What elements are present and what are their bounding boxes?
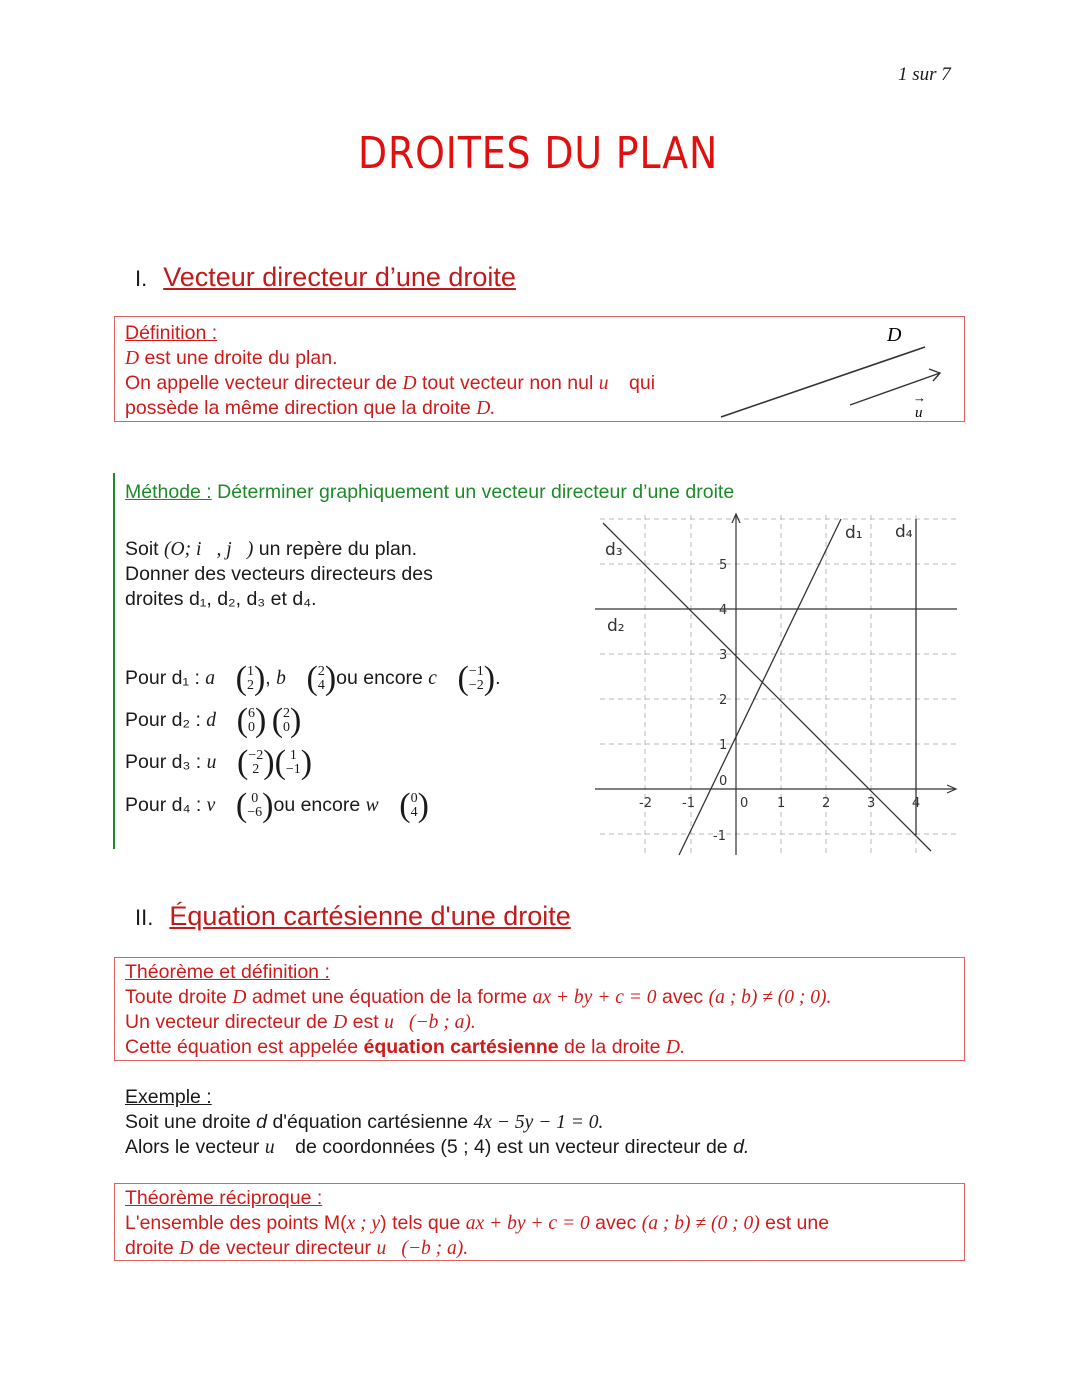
answer-d2-prefix: Pour d₂ : bbox=[125, 709, 207, 732]
coord: −1 bbox=[285, 762, 301, 777]
section-1-heading bbox=[135, 262, 516, 293]
vector-b: b⃗ bbox=[276, 668, 302, 690]
answer-d1 bbox=[125, 662, 501, 696]
theorem-l2a: Un vecteur directeur de bbox=[125, 1011, 334, 1033]
coords-u: (−2 2 ) bbox=[237, 744, 275, 781]
answer-d3-prefix: Pour d₃ : bbox=[125, 751, 207, 774]
vector-v: v⃗ bbox=[206, 795, 231, 817]
coord: −2 bbox=[248, 748, 264, 763]
reciprocal-label: Théorème réciproque : bbox=[125, 1187, 323, 1209]
coords-xy: x ; y bbox=[346, 1213, 381, 1234]
label-u-arrow: → bbox=[913, 390, 926, 405]
var-D: D bbox=[125, 348, 140, 369]
section-2-heading bbox=[135, 901, 571, 932]
example-block bbox=[125, 1085, 955, 1160]
label-d3: d₃ bbox=[605, 540, 623, 560]
coord: 0 bbox=[410, 791, 418, 806]
label-D: D bbox=[887, 324, 902, 346]
x-tick: 2 bbox=[822, 796, 831, 811]
question-line2: Donner des vecteurs directeurs des bbox=[125, 563, 433, 585]
or-text: ou encore bbox=[273, 794, 366, 817]
reciprocal-l1a: L'ensemble des points M( bbox=[125, 1212, 347, 1234]
var-D: D. bbox=[476, 398, 496, 419]
section-2-title: Équation cartésienne d'une droite bbox=[169, 901, 571, 931]
example-l2a: Alors le vecteur bbox=[125, 1136, 265, 1158]
equation: ax + by + c = 0 bbox=[465, 1213, 590, 1234]
coord: 2 bbox=[317, 664, 325, 679]
y-tick: 0 bbox=[719, 774, 728, 789]
y-tick: 3 bbox=[719, 648, 728, 663]
coord: 4 bbox=[410, 805, 418, 820]
method-title: Déterminer graphiquement un vecteur directeur d’une droite bbox=[211, 481, 735, 503]
reciprocal-l1b: ) tels que bbox=[380, 1212, 466, 1234]
label-u: u bbox=[915, 405, 923, 421]
vector-u: u⃗ bbox=[598, 373, 624, 394]
x-tick: 4 bbox=[912, 796, 921, 811]
var-D: D bbox=[179, 1238, 194, 1259]
x-tick: 0 bbox=[740, 796, 749, 811]
coords-v: ( 0 −6) bbox=[235, 787, 274, 824]
coord: 6 bbox=[247, 706, 255, 721]
x-tick: -2 bbox=[639, 796, 652, 811]
example-l2b: de coordonnées (5 ; 4) est un vecteur directeur de bbox=[289, 1136, 734, 1158]
y-tick: 2 bbox=[719, 693, 728, 708]
equation: 4x − 5y − 1 = 0. bbox=[473, 1112, 604, 1133]
coord: 2 bbox=[246, 678, 254, 693]
line-d1 bbox=[679, 519, 841, 855]
vector-u: u⃗ bbox=[264, 1137, 290, 1158]
coord: 4 bbox=[317, 678, 325, 693]
vector-c: c⃗ bbox=[428, 668, 453, 690]
coord: −2 bbox=[468, 678, 484, 693]
answer-d2 bbox=[125, 704, 301, 738]
reciprocal-l2a: droite bbox=[125, 1237, 180, 1259]
y-tick: 4 bbox=[719, 603, 728, 618]
method-label: Méthode : bbox=[125, 481, 212, 503]
coord: 0 bbox=[251, 791, 259, 806]
coords-u2: ( 1 −1) bbox=[274, 744, 313, 781]
vector-u-arrow bbox=[850, 373, 940, 405]
question-line1a: Soit bbox=[125, 538, 165, 560]
or-text: ou encore bbox=[336, 667, 429, 690]
example-label: Exemple : bbox=[125, 1086, 212, 1108]
separator: , bbox=[265, 667, 277, 690]
theorem-l3b: de la droite bbox=[558, 1036, 666, 1058]
method-bar bbox=[113, 473, 115, 849]
theorem-text bbox=[125, 960, 955, 1060]
x-tick: -1 bbox=[682, 796, 695, 811]
var-d: d bbox=[256, 1111, 268, 1133]
theorem-l2b: est bbox=[347, 1011, 385, 1033]
label-d2: d₂ bbox=[607, 616, 625, 636]
reciprocal-box bbox=[114, 1183, 965, 1261]
var-D: D. bbox=[665, 1037, 685, 1058]
definition-box bbox=[114, 316, 965, 422]
theorem-l1b: admet une équation de la forme bbox=[246, 986, 533, 1008]
theorem-l3a: Cette équation est appelée bbox=[125, 1036, 364, 1058]
coordinate-graph bbox=[595, 505, 965, 860]
method-question bbox=[125, 537, 545, 612]
var-d: d. bbox=[733, 1136, 750, 1158]
label-d1: d₁ bbox=[845, 523, 863, 543]
coord: 0 bbox=[247, 720, 255, 735]
y-tick: -1 bbox=[713, 829, 726, 844]
coord: 0 bbox=[283, 720, 291, 735]
label-d4: d₄ bbox=[895, 522, 913, 542]
reciprocal-l1c: avec bbox=[589, 1212, 642, 1234]
definition-text bbox=[125, 321, 725, 421]
coord: 2 bbox=[252, 762, 260, 777]
coord: 1 bbox=[246, 664, 254, 679]
vector-u: u⃗ bbox=[206, 752, 232, 774]
answer-d4 bbox=[125, 789, 429, 823]
vector-w: w⃗ bbox=[365, 795, 394, 817]
theorem-l1a: Toute droite bbox=[125, 986, 233, 1008]
reciprocal-text bbox=[125, 1186, 955, 1261]
coord: 2 bbox=[283, 706, 291, 721]
reciprocal-l2b: de vecteur directeur bbox=[193, 1237, 377, 1259]
page-title: DROITES DU PLAN bbox=[358, 128, 719, 179]
bold-term: équation cartésienne bbox=[363, 1036, 559, 1058]
x-tick: 3 bbox=[867, 796, 876, 811]
answer-d4-prefix: Pour d₄ : bbox=[125, 794, 207, 817]
x-tick: 1 bbox=[777, 796, 786, 811]
coord: −6 bbox=[247, 805, 263, 820]
equation: ax + by + c = 0 bbox=[532, 987, 657, 1008]
coords-d2: (2 0) bbox=[271, 702, 302, 739]
direction-figure bbox=[705, 317, 965, 421]
definition-line2a: On appelle vecteur directeur de bbox=[125, 372, 403, 394]
condition: (a ; b) ≠ (0 ; 0). bbox=[708, 987, 832, 1008]
coords-a: (1 2) bbox=[235, 660, 266, 697]
period: . bbox=[495, 667, 501, 690]
method-heading bbox=[125, 480, 734, 505]
theorem-label: Théorème et définition : bbox=[125, 961, 330, 983]
var-D: D bbox=[402, 373, 417, 394]
reciprocal-l1d: est une bbox=[759, 1212, 830, 1234]
answer-d1-prefix: Pour d₁ : bbox=[125, 667, 206, 690]
coords-w: (0 4) bbox=[399, 787, 429, 824]
coords-d: (6 0) bbox=[236, 702, 267, 739]
definition-line2b: tout vecteur non nul bbox=[416, 372, 599, 394]
definition-label: Définition : bbox=[125, 322, 218, 344]
vector-u: u⃗(−b ; a). bbox=[384, 1012, 476, 1033]
coords-b: (2 4) bbox=[306, 660, 337, 697]
example-l1b: d'équation cartésienne bbox=[267, 1111, 474, 1133]
y-tick: 1 bbox=[719, 738, 728, 753]
theorem-l1c: avec bbox=[656, 986, 709, 1008]
vector-a: a⃗ bbox=[205, 668, 231, 690]
coord: −1 bbox=[468, 664, 484, 679]
question-line3: droites d₁, d₂, d₃ et d₄. bbox=[125, 588, 317, 610]
var-D: D bbox=[333, 1012, 348, 1033]
coord: 1 bbox=[289, 748, 297, 763]
definition-line2c: qui bbox=[623, 372, 656, 394]
frame-notation: (O; i⃗, j⃗) bbox=[164, 539, 254, 560]
example-l1a: Soit une droite bbox=[125, 1111, 257, 1133]
definition-line1: est une droite du plan. bbox=[139, 347, 338, 369]
var-D: D bbox=[232, 987, 247, 1008]
answer-d3 bbox=[125, 746, 312, 780]
section-2-roman: II. bbox=[135, 905, 154, 930]
section-1-roman: I. bbox=[135, 266, 148, 291]
condition: (a ; b) ≠ (0 ; 0) bbox=[641, 1213, 760, 1234]
vector-u: u⃗(−b ; a). bbox=[376, 1238, 469, 1259]
definition-line3a: possède la même direction que la droite bbox=[125, 397, 477, 419]
page-number: 1 sur 7 bbox=[898, 64, 951, 85]
theorem-box bbox=[114, 957, 965, 1061]
line-D bbox=[721, 347, 925, 417]
vector-d: d⃗ bbox=[206, 710, 232, 732]
section-1-title: Vecteur directeur d’une droite bbox=[163, 262, 516, 292]
coords-c: (−1 −2) bbox=[457, 660, 496, 697]
line-d3 bbox=[603, 523, 931, 851]
question-line1b: un repère du plan. bbox=[253, 538, 418, 560]
y-tick: 5 bbox=[719, 558, 728, 573]
